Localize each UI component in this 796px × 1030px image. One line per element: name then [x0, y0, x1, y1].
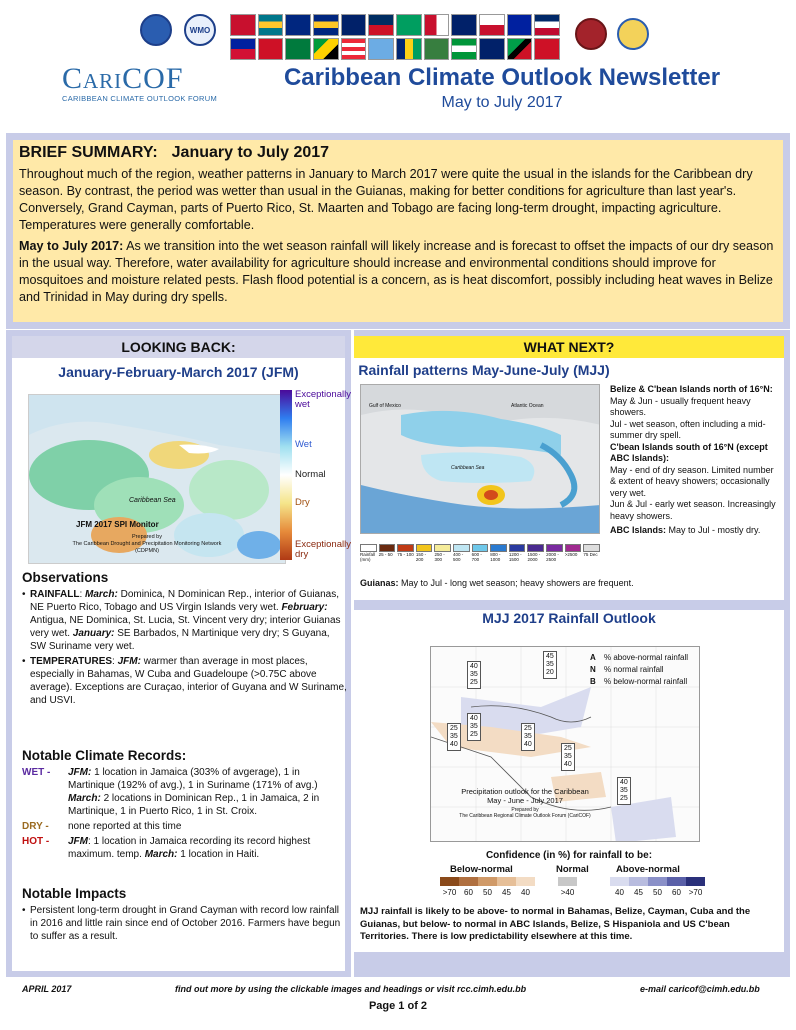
summary-outlook-lead: May to July 2017: [19, 239, 124, 253]
scale-item [509, 544, 526, 564]
hot-march: 1 location in Haiti. [177, 849, 260, 860]
scale-label: 2000 - 2500 [546, 552, 559, 562]
conf-num: 50 [653, 888, 662, 897]
map-atlantic-label: Atlantic Ocean [511, 403, 544, 409]
outlook-box [617, 777, 631, 805]
conf-below-label: Below-normal [450, 864, 513, 875]
belize-may-jun: May & Jun - usually frequent heavy showers. [610, 395, 751, 417]
caricof-subtitle: CARIBBEAN CLIMATE OUTLOOK FORUM [62, 94, 218, 103]
conf-num: 45 [634, 888, 643, 897]
conf-swatch [516, 877, 535, 886]
legend-normal: Normal [295, 469, 326, 480]
flag-icon [341, 38, 367, 60]
mjj-patterns-section [354, 336, 784, 600]
newsletter-date-range: May to July 2017 [441, 94, 563, 111]
conf-swatch [440, 877, 459, 886]
flag-icon [341, 14, 367, 36]
hot-jfm: : 1 location in Jamaica recording its record highest maximum. temp. [68, 836, 311, 860]
temperature-text: warmer than average in most places, especially in Bahamas, W Cuba and Guadeloupe (>0.75C above average). Exceptions are Curaçao, interior of Guyana and W Suriname, and USVI. [30, 656, 347, 706]
box-b: 25 [470, 679, 478, 686]
flag-icon [230, 14, 256, 36]
conf-num: 45 [502, 888, 511, 897]
scale-item [472, 544, 489, 564]
flag-icon [534, 14, 560, 36]
rainfall-feb: Antigua, NE Dominica, St. Lucia, St. Vincent very dry; interior Guianas very wet. [30, 615, 341, 639]
record-hot [22, 835, 347, 861]
mjj-pattern-notes [610, 384, 780, 537]
scale-item [546, 544, 563, 564]
conf-num: 60 [464, 888, 473, 897]
record-dry [22, 820, 347, 833]
wmo-logo-text: WMO [189, 25, 211, 35]
temperature-observation: • TEMPERATURES: JFM: warmer than average in most places, especially in Bahamas, W Cuba and Guadeloupe (>0.75C above average). Exceptions are Curaçao, interior of Guyana and W Suriname, and USVI. [22, 655, 347, 707]
spi-legend-gradient [280, 390, 292, 560]
scale-item [416, 544, 433, 564]
caribbean-flags-strip [230, 14, 560, 60]
scale-item [527, 544, 544, 564]
map-sea-label: Caribbean Sea [129, 497, 176, 504]
wmo-logo-icon[interactable] [184, 14, 216, 46]
footer-email-link[interactable]: e-mail caricof@cimh.edu.bb [640, 984, 760, 994]
key-b-label: B [590, 677, 596, 686]
box-a: 25 [450, 725, 458, 732]
conf-normal-label: Normal [556, 864, 589, 875]
flag-icon [451, 38, 477, 60]
scale-label: 150 - 200 [415, 552, 427, 562]
guianas-note [360, 578, 634, 588]
scale-item [565, 544, 582, 564]
dry-tag: DRY - [22, 821, 49, 832]
confidence-above-bar [610, 877, 705, 886]
jfm-credit-line-1: Prepared by [132, 534, 162, 540]
box-n: 35 [620, 787, 628, 794]
confidence-below-bar [440, 877, 535, 886]
guianas-heading: Guianas: [360, 578, 399, 588]
summary-outlook-text: As we transition into the wet season rainfall will likely increase and is forecast to offset the impacts of our dry season in the usual way. Therefore, water availability for agriculture should increase and environmental conditions should improve for mosquitoes and moisture related pests. Flash flood potential is a concern, as is heat discomfort, possibly including heat waves in Belize and Trinidad in May during dry spells. [19, 239, 774, 304]
rainfall-sep: : [79, 589, 86, 600]
belize-jul: Jul - wet season, often including a mid-summer dry spell. [610, 418, 766, 440]
flag-icon [368, 38, 394, 60]
rainfall-observation [22, 588, 347, 653]
conf-swatch [610, 877, 629, 886]
box-b: 40 [524, 741, 532, 748]
key-a-label: A [590, 653, 596, 662]
flag-icon [507, 14, 533, 36]
scale-label: 1200 - 1500 [508, 552, 522, 562]
looking-back-heading[interactable]: LOOKING BACK: [12, 336, 345, 358]
map-gulf-label: Gulf of Mexico [369, 403, 401, 409]
flag-icon [285, 38, 311, 60]
climate-records-list [22, 766, 347, 863]
abc-heading: ABC Islands: [610, 525, 667, 535]
rainfall-jan: SE Barbados, N Martinique very dry; S Guyana, SW Suriname very wet. [30, 628, 330, 652]
south-heading: C'bean Islands south of 16°N (except ABC Islands): [610, 441, 768, 463]
box-a: 25 [564, 745, 572, 752]
page-number: Page 1 of 2 [368, 1000, 428, 1012]
box-a: 40 [620, 779, 628, 786]
mjj-outlook-title[interactable]: MJJ 2017 Rainfall Outlook [482, 610, 656, 626]
hot-march-label: March: [144, 849, 178, 860]
outlook-box [561, 743, 575, 771]
flag-icon [479, 14, 505, 36]
conf-swatch [648, 877, 667, 886]
flag-icon [285, 14, 311, 36]
abc-text: May to Jul - mostly dry. [666, 525, 761, 535]
caricof-wordmark: CariCOF [62, 62, 184, 95]
wet-record-text [68, 766, 347, 818]
south-jun-jul: Jun & Jul - early wet season. Increasingly heavy showers. [610, 499, 776, 521]
mjj-rainfall-map[interactable] [360, 384, 600, 534]
scale-item [379, 544, 396, 564]
box-a: 45 [546, 653, 554, 660]
conf-swatch [629, 877, 648, 886]
conf-num: >40 [560, 888, 575, 897]
temperature-jfm-label: JFM: [117, 656, 141, 667]
box-b: 25 [470, 731, 478, 738]
noaa-logo-icon[interactable] [140, 14, 172, 46]
flag-icon [451, 14, 477, 36]
mjj-outlook-section [354, 610, 784, 952]
scale-item [453, 544, 470, 564]
flag-icon [313, 38, 339, 60]
flag-icon [424, 14, 450, 36]
scale-label: 75 Dec [583, 552, 598, 557]
conf-swatch [478, 877, 497, 886]
key-a-text: % above-normal rainfall [604, 653, 689, 662]
flag-icon [479, 38, 505, 60]
footer-more-info-link[interactable]: find out more by using the clickable images and headings or visit rcc.cimh.edu.bb [175, 984, 527, 994]
brief-summary [6, 133, 790, 329]
box-n: 35 [524, 733, 532, 740]
wet-march: 2 locations in Dominican Rep., 1 in Jamaica, 2 in Martinique, 1 in Puerto Rico, 1 in St. Croix. [68, 793, 320, 817]
scale-label: 400 - 500 [453, 552, 464, 562]
outlook-box [521, 723, 535, 751]
conf-swatch [667, 877, 686, 886]
flag-icon [230, 38, 256, 60]
rainfall-jan-label: January: [72, 628, 115, 639]
scale-item [360, 544, 377, 564]
flag-icon [313, 14, 339, 36]
outlook-caption-line-2: May - June - July 2017 [487, 796, 563, 805]
key-b-text: % below-normal rainfall [604, 677, 688, 686]
rainfall-feb-label: February: [281, 602, 328, 613]
flag-icon [258, 14, 284, 36]
newsletter-title: Caribbean Climate Outlook Newsletter [283, 64, 721, 91]
flag-icon [258, 38, 284, 60]
record-wet [22, 766, 347, 818]
footer-date: APRIL 2017 [22, 984, 72, 994]
summary-heading-range: January to July 2017 [171, 144, 330, 161]
temperature-label: TEMPERATURES [30, 656, 113, 667]
jfm-credit-line-2: The Caribbean Drought and Precipitation Monitoring Network (CDPMN) [72, 541, 222, 554]
dry-record-text: none reported at this time [68, 821, 182, 832]
legend-wet: Wet [295, 439, 312, 450]
hot-jfm-label: JFM [68, 836, 88, 847]
impacts-list [22, 904, 347, 945]
conf-num: 40 [521, 888, 530, 897]
flag-icon [424, 38, 450, 60]
flag-icon [534, 38, 560, 60]
legend-exceptionally-wet: Exceptionally wet [295, 389, 351, 410]
conf-num: 50 [483, 888, 492, 897]
partner-logos [575, 18, 649, 50]
flag-icon [507, 38, 533, 60]
map-caribbean-label: Caribbean Sea [451, 465, 485, 471]
summary-heading [19, 144, 777, 162]
summary-heading-label: BRIEF SUMMARY: [19, 144, 158, 161]
climate-records-heading: Notable Climate Records: [22, 748, 187, 763]
key-below [590, 676, 688, 688]
looking-back-panel [6, 330, 351, 977]
flag-icon [396, 14, 422, 36]
key-n-text: % normal rainfall [604, 665, 664, 674]
outlook-key [590, 652, 688, 688]
confidence-above-numbers [610, 888, 705, 897]
impact-item: • Persistent long-term drought in Grand Cayman with record low rainfall in 2016 and little rain since end of October 2016. Farmers have begun to suffer as a result. [22, 904, 347, 943]
summary-paragraph-1: Throughout much of the region, weather patterns in January to March 2017 were quite the usual in the islands for the Caribbean dry season. By contrast, the period was wetter than usual in the Guianas, making for better conditions for agriculture than last year's. Conversely, Grand Cayman, parts of Puerto Rico, St. Maarten and Tobago are facing long-term drought, impacting agriculture. Temperatures were generally comfortable. [19, 167, 753, 232]
observations-list [22, 588, 347, 709]
outlook-box [467, 661, 481, 689]
conf-num: 60 [672, 888, 681, 897]
box-n: 35 [470, 671, 478, 678]
box-a: 40 [470, 715, 478, 722]
wet-jfm: 1 location in Jamaica (303% of avgerage), 1 in Martinique (192% of avg.), 1 in Suriname (171% of avg.) [68, 767, 318, 791]
key-normal [590, 664, 688, 676]
conf-num: >70 [688, 888, 703, 897]
legend-exceptionally-dry: Exceptionally dry [295, 539, 351, 560]
flag-icon [396, 38, 422, 60]
outlook-box [447, 723, 461, 751]
box-b: 40 [564, 761, 572, 768]
jfm-map-credit [72, 534, 222, 555]
key-above [590, 652, 688, 664]
box-n: 35 [470, 723, 478, 730]
outlook-caption [445, 787, 605, 819]
scale-label: 600 - 700 [471, 552, 482, 562]
outlook-box [467, 713, 481, 741]
scale-label: >2500 [564, 552, 578, 557]
cimh-logo-icon[interactable] [575, 18, 607, 50]
confidence-title: Confidence (in %) for rainfall to be: [485, 850, 653, 861]
belize-heading: Belize & C'bean Islands north of 16°N: [610, 384, 773, 394]
what-next-panel [354, 330, 790, 977]
scale-label: 800 - 1000 [490, 552, 501, 562]
conf-num: >70 [442, 888, 457, 897]
rainfall-march: Dominica, N Dominican Rep., interior of Guianas, NE Puerto Rico, Tobago and US Virgin Islands very wet. [30, 589, 340, 613]
hot-tag: HOT - [22, 836, 50, 847]
scale-item [434, 544, 451, 564]
conf-swatch [497, 877, 516, 886]
rainfall-label: RAINFALL [30, 589, 80, 600]
guianas-text: May to Jul - long wet season; heavy showers are frequent. [398, 578, 634, 588]
what-next-heading[interactable]: WHAT NEXT? [354, 336, 784, 358]
notable-impacts-heading: Notable Impacts [22, 886, 127, 901]
observations-heading: Observations [22, 570, 109, 585]
box-b: 20 [546, 669, 554, 676]
scale-label: Rainfall (mm) [360, 552, 376, 562]
outlook-caption-line-1: Precipitation outlook for the Caribbean [461, 787, 589, 796]
abc-note [610, 525, 780, 537]
outlook-credit-line-2: The Caribbean Regional Climate Outlook Forum (CariCOF) [459, 813, 591, 819]
caricof-logo[interactable] [62, 62, 222, 103]
flag-icon [368, 14, 394, 36]
conf-swatch [459, 877, 478, 886]
agency-logos [140, 14, 216, 46]
box-b: 40 [450, 741, 458, 748]
wet-tag: WET - [22, 767, 51, 778]
scale-label: 75 - 100 [397, 552, 414, 557]
box-n: 35 [564, 753, 572, 760]
box-a: 25 [524, 725, 532, 732]
box-n: 35 [546, 661, 554, 668]
scale-item [490, 544, 507, 564]
confidence-normal-number [558, 888, 577, 897]
scale-label: 250 - 300 [434, 552, 445, 562]
rainfall-march-label: March: [85, 589, 118, 600]
summary-paragraph-2 [19, 238, 777, 306]
confidence-normal-bar [558, 877, 577, 886]
wet-march-label: March: [68, 793, 101, 804]
south-may: May - end of dry season. Limited number & extent of heavy showers; occasionally very wet. [610, 464, 774, 498]
mjj-rainfall-scale [360, 544, 600, 564]
scale-label: 1500 - 2000 [527, 552, 541, 562]
wet-jfm-label: JFM: [68, 767, 92, 778]
outlook-box [543, 651, 557, 679]
cmo-logo-icon[interactable] [617, 18, 649, 50]
key-n-label: N [590, 665, 596, 674]
confidence-below-numbers [440, 888, 535, 897]
scale-item [397, 544, 414, 564]
jfm-map-title[interactable]: January-February-March 2017 (JFM) [58, 364, 299, 380]
jfm-map-caption: JFM 2017 SPI Monitor [76, 520, 159, 529]
box-n: 35 [450, 733, 458, 740]
box-b: 25 [620, 795, 628, 802]
conf-swatch [686, 877, 705, 886]
legend-dry: Dry [295, 497, 310, 508]
mjj-patterns-title[interactable]: Rainfall patterns May-June-July (MJJ) [358, 362, 610, 378]
outlook-credit-line-1: Prepared by [511, 807, 539, 813]
conf-num: 40 [615, 888, 624, 897]
hot-record-text [68, 835, 347, 861]
box-a: 40 [470, 663, 478, 670]
conf-above-label: Above-normal [616, 864, 680, 875]
newsletter-header [0, 0, 796, 125]
scale-label: 25 - 50 [378, 552, 393, 557]
scale-item [583, 544, 600, 564]
outlook-summary: MJJ rainfall is likely to be above- to normal in Bahamas, Belize, Cayman, Cuba and the Guianas, but below- to normal in ABC Islands, Belize, S Hispaniola and US C'bean Territories. There is low predictability elsewhere at this time. [360, 906, 751, 942]
conf-swatch [558, 877, 577, 886]
